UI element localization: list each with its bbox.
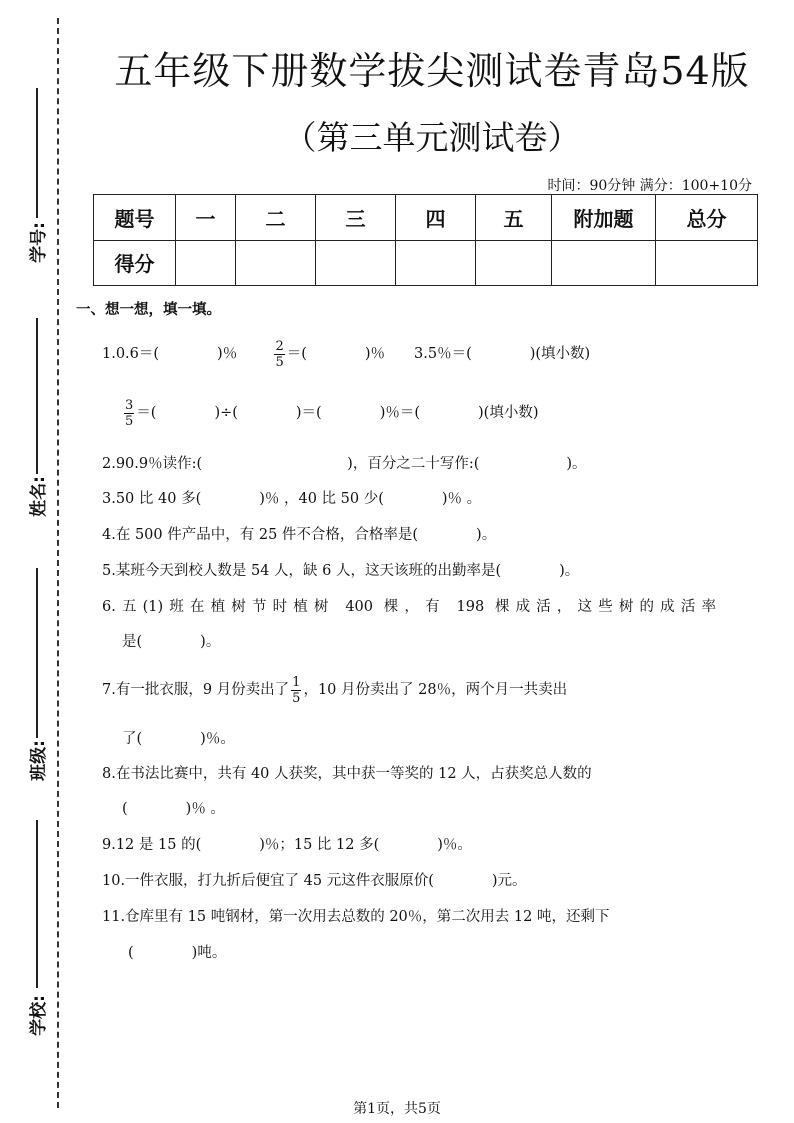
school-label: 学校:: [28, 994, 49, 1036]
score-header-cell: 一: [176, 195, 236, 241]
score-header-cell: 附加题: [552, 195, 656, 241]
question-4: 4.在 500 件产品中，有 25 件不合格，合格率是( )。: [102, 527, 497, 543]
score-header-cell: 三: [316, 195, 396, 241]
fraction: $\frac{3}{5}$: [125, 397, 134, 429]
score-cell[interactable]: [476, 240, 552, 286]
question-11-line-1: 11.仓库里有 15 吨钢材，第一次用去总数的 20％，第二次用去 12 吨，还剩下: [102, 909, 610, 925]
question-1b: [122, 393, 539, 433]
question-text: ＝( )％ 3.5％＝( )(填小数): [286, 346, 591, 362]
school-line: [36, 820, 38, 988]
question-7-line-1: [102, 670, 567, 710]
question-9: 9.12 是 15 的( )％；15 比 12 多( )％。: [102, 837, 472, 853]
question-8-line-2: ( )％ 。: [122, 801, 225, 817]
score-header-cell: 总分: [656, 195, 758, 241]
question-text: 7.有一批衣服，9 月份卖出了: [102, 682, 290, 698]
name-line: [36, 318, 38, 474]
question-6-line-1: 6.五(1)班在植树节时植树 400 棵，有 198 棵成活，这些树的成活率: [102, 599, 716, 615]
question-6-line-2: 是( )。: [122, 634, 221, 650]
page-title: 五年级下册数学拔尖测试卷青岛54版: [114, 49, 750, 93]
binding-strip: [0, 0, 70, 1123]
question-7-line-2: 了( )％。: [122, 731, 235, 747]
class-line: [36, 568, 38, 738]
fraction: $\frac{2}{5}$: [275, 338, 284, 370]
score-header-cell: 四: [396, 195, 476, 241]
time-info: 时间：90分钟 满分：100+10分: [547, 178, 752, 194]
student-id-line: [36, 88, 38, 218]
section-heading: 一、想一想，填一填。: [76, 302, 221, 318]
score-header-cell: 题号: [94, 195, 176, 241]
page-number: 第1页，共5页: [353, 1101, 441, 1117]
score-cell[interactable]: [656, 240, 758, 286]
question-5: 5.某班今天到校人数是 54 人，缺 6 人，这天该班的出勤率是( )。: [102, 563, 580, 579]
score-cell[interactable]: [176, 240, 236, 286]
score-table-score-row: [94, 240, 758, 286]
score-cell[interactable]: [236, 240, 316, 286]
question-text: 1.0.6＝( )％: [102, 346, 238, 362]
question-8-line-1: 8.在书法比赛中，共有 40 人获奖，其中获一等奖的 12 人，占获奖总人数的: [102, 766, 592, 782]
page-subtitle: （第三单元测试卷）: [283, 118, 581, 157]
question-10: 10.一件衣服，打九折后便宜了 45 元这件衣服原价( )元。: [102, 873, 527, 889]
question-3: 3.50 比 40 多( )％ ，40 比 50 少( )％ 。: [102, 491, 482, 507]
question-text: ＝( )÷( )＝( )％＝( )(填小数): [136, 405, 539, 421]
name-label: 姓名:: [28, 475, 49, 517]
question-1a: [102, 334, 590, 374]
cut-line: [57, 18, 59, 1108]
question-text: ，10 月份卖出了 28％，两个月一共卖出: [303, 682, 568, 698]
score-cell[interactable]: [396, 240, 476, 286]
student-id-label: 学号:: [28, 221, 49, 263]
question-2: 2.90.9％读作:( )，百分之二十写作:( )。: [102, 456, 587, 472]
score-row-label: 得分: [94, 240, 176, 286]
score-header-cell: 五: [476, 195, 552, 241]
score-table: [93, 194, 758, 286]
score-cell[interactable]: [316, 240, 396, 286]
score-cell[interactable]: [552, 240, 656, 286]
question-11-line-2: ( )吨。: [128, 945, 227, 961]
score-header-cell: 二: [236, 195, 316, 241]
class-label: 班级:: [28, 739, 49, 781]
score-table-header-row: [94, 195, 758, 241]
fraction: $\frac{1}{5}$: [292, 674, 301, 706]
